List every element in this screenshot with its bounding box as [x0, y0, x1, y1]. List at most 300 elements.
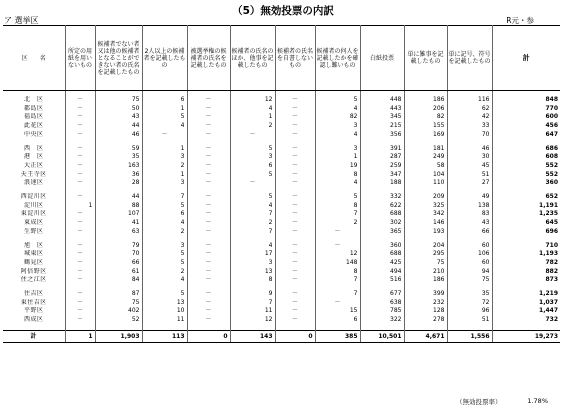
ward-name-cell: 住吉区 — [3, 290, 65, 299]
table-cell: 46 — [95, 131, 142, 140]
table-cell: 75 — [95, 96, 142, 105]
table-cell: 688 — [360, 210, 404, 219]
table-cell: － — [275, 316, 315, 325]
ward-name-cell: 旭 区 — [3, 242, 65, 251]
table-cell: － — [275, 96, 315, 105]
table-cell: － — [187, 131, 230, 140]
table-cell: 33 — [447, 122, 492, 131]
table-cell: 638 — [360, 299, 404, 308]
table-cell: 5 — [142, 259, 187, 268]
total-cell: 19,273 — [492, 330, 560, 342]
col-header: 候補者の氏名を自書しないもの — [275, 26, 315, 91]
ward-name-cell: 西成区 — [3, 316, 65, 325]
table-cell: 785 — [360, 307, 404, 316]
table-cell: 46 — [447, 145, 492, 154]
ward-name-cell: 平野区 — [3, 307, 65, 316]
table-cell: 360 — [360, 242, 404, 251]
col-header: 白紙投票 — [360, 26, 404, 91]
table-cell: 873 — [492, 276, 560, 285]
table-cell: 259 — [360, 162, 404, 171]
table-cell: － — [65, 193, 95, 202]
table-cell: 8 — [315, 268, 360, 277]
header-row — [3, 26, 560, 91]
table-cell: 44 — [95, 193, 142, 202]
table-cell: 52 — [95, 316, 142, 325]
table-cell: － — [187, 96, 230, 105]
ward-name-cell: 東住吉区 — [3, 299, 65, 308]
table-cell: 332 — [360, 193, 404, 202]
table-cell: 4 — [315, 105, 360, 114]
table-cell: 365 — [360, 228, 404, 237]
table-cell: － — [65, 316, 95, 325]
ward-name-cell: 天王寺区 — [3, 171, 65, 180]
table-row — [3, 210, 560, 219]
total-cell: 113 — [142, 330, 187, 342]
table-cell: 345 — [360, 113, 404, 122]
table-cell: － — [187, 228, 230, 237]
table-cell: 1,191 — [492, 202, 560, 211]
table-cell: － — [65, 299, 95, 308]
table-cell: 3 — [315, 122, 360, 131]
table-row — [3, 179, 560, 188]
table-cell: 215 — [360, 122, 404, 131]
table-cell: 50 — [95, 105, 142, 114]
table-cell: 5 — [230, 145, 275, 154]
table-cell: 12 — [230, 316, 275, 325]
table-cell: － — [65, 276, 95, 285]
table-cell: 2 — [230, 122, 275, 131]
table-body — [3, 91, 560, 343]
table-cell: 3 — [142, 153, 187, 162]
table-cell: － — [65, 179, 95, 188]
ward-name-cell: 城東区 — [3, 250, 65, 259]
table-cell: 42 — [447, 113, 492, 122]
table-cell: 110 — [404, 179, 447, 188]
table-row — [3, 193, 560, 202]
table-cell: － — [65, 250, 95, 259]
table-cell: 1,235 — [492, 210, 560, 219]
total-cell: 4,671 — [404, 330, 447, 342]
table-cell: － — [142, 131, 187, 140]
table-cell: － — [187, 290, 230, 299]
table-cell: 11 — [142, 316, 187, 325]
table-cell: 278 — [404, 316, 447, 325]
table-cell: － — [65, 290, 95, 299]
table-cell: － — [187, 316, 230, 325]
unit-label: R元・参 — [506, 16, 534, 25]
table-cell: 6 — [142, 210, 187, 219]
table-cell: － — [187, 276, 230, 285]
table-cell: 28 — [95, 179, 142, 188]
table-cell: 75 — [447, 276, 492, 285]
table-cell: － — [65, 122, 95, 131]
table-cell: 8 — [315, 171, 360, 180]
table-cell: 4 — [230, 105, 275, 114]
table-cell: － — [275, 113, 315, 122]
table-cell: 35 — [95, 153, 142, 162]
table-cell: － — [315, 228, 360, 237]
table-cell: 41 — [95, 219, 142, 228]
ward-name-cell: 阿倍野区 — [3, 268, 65, 277]
table-cell: 148 — [315, 259, 360, 268]
table-cell: － — [65, 242, 95, 251]
table-cell: 7 — [315, 210, 360, 219]
table-cell: 287 — [360, 153, 404, 162]
table-cell: 342 — [404, 210, 447, 219]
table-cell: 169 — [404, 131, 447, 140]
ward-name-cell: 大正区 — [3, 162, 65, 171]
table-cell: － — [275, 307, 315, 316]
table-row — [3, 242, 560, 251]
ward-name-cell: 鶴見区 — [3, 259, 65, 268]
table-cell: 645 — [492, 219, 560, 228]
col-header: 単に記号、符号を記載したもの — [447, 26, 492, 91]
table-cell: 647 — [492, 131, 560, 140]
table-cell: 4 — [315, 131, 360, 140]
table-cell: 51 — [447, 316, 492, 325]
table-cell: 186 — [404, 96, 447, 105]
table-cell: － — [275, 105, 315, 114]
table-cell: － — [275, 162, 315, 171]
table-cell: 7 — [315, 276, 360, 285]
table-cell: － — [65, 219, 95, 228]
table-cell: 4 — [315, 179, 360, 188]
table-cell: － — [275, 202, 315, 211]
total-cell: 10,501 — [360, 330, 404, 342]
table-cell: － — [187, 113, 230, 122]
table-cell: － — [275, 131, 315, 140]
table-cell: 494 — [360, 268, 404, 277]
table-cell: － — [65, 162, 95, 171]
table-cell: 7 — [315, 290, 360, 299]
table-cell: － — [65, 96, 95, 105]
table-cell: 295 — [404, 250, 447, 259]
table-cell: 402 — [95, 307, 142, 316]
col-header: 計 — [492, 26, 560, 91]
table-cell: － — [275, 179, 315, 188]
table-cell: － — [187, 122, 230, 131]
total-cell: 1,903 — [95, 330, 142, 342]
table-cell: 882 — [492, 268, 560, 277]
table-cell: 87 — [95, 290, 142, 299]
table-cell: 88 — [95, 202, 142, 211]
table-cell: 60 — [447, 259, 492, 268]
table-cell: 45 — [447, 162, 492, 171]
table-cell: 7 — [142, 193, 187, 202]
table-row — [3, 113, 560, 122]
table-cell: 128 — [404, 307, 447, 316]
table-cell: 1,193 — [492, 250, 560, 259]
table-cell: 49 — [447, 193, 492, 202]
table-cell: 6 — [230, 162, 275, 171]
table-cell: － — [275, 171, 315, 180]
table-cell: 17 — [230, 250, 275, 259]
table-cell: 5 — [142, 202, 187, 211]
table-cell: 1 — [230, 113, 275, 122]
table-row — [3, 307, 560, 316]
table-cell: － — [275, 145, 315, 154]
table-cell: 1,037 — [492, 299, 560, 308]
table-cell: － — [187, 210, 230, 219]
ward-name-cell: 都島区 — [3, 105, 65, 114]
table-cell: 210 — [404, 268, 447, 277]
table-cell: 27 — [447, 179, 492, 188]
table-cell: 1 — [65, 202, 95, 211]
table-cell: 30 — [447, 153, 492, 162]
col-header: 候補者でない者又は他の候補者となることができない者の氏名を記載したもの — [95, 26, 142, 91]
table-cell: 552 — [492, 171, 560, 180]
table-cell: 399 — [404, 290, 447, 299]
ward-name-cell: 中央区 — [3, 131, 65, 140]
table-cell: 12 — [230, 96, 275, 105]
table-cell: 1,219 — [492, 290, 560, 299]
col-header: 区 名 — [3, 26, 65, 91]
table-cell: 107 — [95, 210, 142, 219]
ward-name-cell: 西淀川区 — [3, 193, 65, 202]
table-cell: 608 — [492, 153, 560, 162]
table-row — [3, 316, 560, 325]
table-cell: 2 — [142, 162, 187, 171]
table-cell: 1 — [142, 171, 187, 180]
table-cell: 58 — [404, 162, 447, 171]
table-cell: 6 — [142, 96, 187, 105]
table-cell: － — [187, 153, 230, 162]
table-cell: － — [65, 171, 95, 180]
table-cell: 7 — [230, 210, 275, 219]
table-cell: － — [275, 210, 315, 219]
table-cell: 6 — [315, 316, 360, 325]
table-cell: 155 — [404, 122, 447, 131]
col-header: 所定の用紙を用いないもの — [65, 26, 95, 91]
table-cell: 96 — [447, 307, 492, 316]
table-cell: － — [65, 210, 95, 219]
table-cell: － — [187, 162, 230, 171]
ward-name-cell: 東成区 — [3, 219, 65, 228]
table-cell: 75 — [404, 259, 447, 268]
table-cell: 62 — [447, 105, 492, 114]
table-cell: － — [65, 307, 95, 316]
table-cell: 5 — [142, 113, 187, 122]
table-cell: 13 — [230, 268, 275, 277]
table-cell: 686 — [492, 145, 560, 154]
table-cell: － — [315, 299, 360, 308]
col-header: 候補者の氏名のほか、他事を記載したもの — [230, 26, 275, 91]
table-cell: 10 — [142, 307, 187, 316]
table-row — [3, 259, 560, 268]
table-cell: 7 — [230, 228, 275, 237]
table-cell: 770 — [492, 105, 560, 114]
ward-name-cell: 北 区 — [3, 96, 65, 105]
table-cell: 82 — [404, 113, 447, 122]
table-row — [3, 299, 560, 308]
total-cell: 1 — [65, 330, 95, 342]
table-cell: 1 — [142, 145, 187, 154]
table-cell: 188 — [360, 179, 404, 188]
total-cell: 0 — [275, 330, 315, 342]
ward-name-cell: 此花区 — [3, 122, 65, 131]
table-row — [3, 171, 560, 180]
table-cell: 325 — [404, 202, 447, 211]
table-row — [3, 145, 560, 154]
table-row — [3, 153, 560, 162]
table-cell: 4 — [142, 276, 187, 285]
table-cell: 70 — [447, 131, 492, 140]
table-cell: 36 — [95, 171, 142, 180]
ward-name-cell: 生野区 — [3, 228, 65, 237]
table-cell: － — [275, 193, 315, 202]
table-cell: 4 — [142, 219, 187, 228]
table-cell: 193 — [404, 228, 447, 237]
table-cell: 72 — [447, 299, 492, 308]
ward-name-cell: 福島区 — [3, 113, 65, 122]
table-cell: 3 — [315, 145, 360, 154]
table-cell: 5 — [142, 250, 187, 259]
table-cell: － — [187, 242, 230, 251]
table-cell: 677 — [360, 290, 404, 299]
table-row — [3, 131, 560, 140]
table-cell: 356 — [360, 131, 404, 140]
col-header: 被選挙権の候補者の氏名を記載したもの — [187, 26, 230, 91]
table-cell: － — [187, 259, 230, 268]
table-cell: 516 — [360, 276, 404, 285]
col-header: 候補者の何人を記載したかを確認し難いもの — [315, 26, 360, 91]
table-cell: 732 — [492, 316, 560, 325]
table-cell: － — [275, 250, 315, 259]
table-cell: － — [65, 268, 95, 277]
table-cell: － — [187, 268, 230, 277]
table-cell: 322 — [360, 316, 404, 325]
table-row — [3, 219, 560, 228]
table-cell: 106 — [447, 250, 492, 259]
table-cell: 75 — [95, 299, 142, 308]
table-cell: 186 — [404, 276, 447, 285]
table-row — [3, 250, 560, 259]
table-cell: － — [65, 228, 95, 237]
table-cell: 181 — [404, 145, 447, 154]
table-cell: － — [275, 153, 315, 162]
table-cell: 3 — [230, 153, 275, 162]
table-cell: 848 — [492, 96, 560, 105]
table-cell: － — [65, 113, 95, 122]
invalid-votes-table — [3, 25, 560, 343]
table-row — [3, 162, 560, 171]
table-cell: 70 — [95, 250, 142, 259]
table-cell: 94 — [447, 268, 492, 277]
table-cell: 8 — [315, 202, 360, 211]
table-cell: 456 — [492, 122, 560, 131]
table-cell: － — [275, 276, 315, 285]
total-label-cell: 計 — [3, 330, 65, 342]
ward-name-cell: 浪速区 — [3, 179, 65, 188]
table-cell: 4 — [142, 122, 187, 131]
table-cell: － — [65, 153, 95, 162]
table-cell: 146 — [404, 219, 447, 228]
table-cell: － — [275, 219, 315, 228]
total-cell: 1,556 — [447, 330, 492, 342]
table-row — [3, 122, 560, 131]
table-cell: 3 — [230, 259, 275, 268]
total-row — [3, 330, 560, 342]
table-cell: 3 — [142, 242, 187, 251]
table-cell: 66 — [95, 259, 142, 268]
table-cell: 8 — [230, 276, 275, 285]
table-row — [3, 276, 560, 285]
table-cell: 4 — [230, 202, 275, 211]
table-cell: 44 — [95, 122, 142, 131]
table-cell: 83 — [447, 210, 492, 219]
total-cell: 143 — [230, 330, 275, 342]
table-cell: 163 — [95, 162, 142, 171]
table-cell: 443 — [360, 105, 404, 114]
table-cell: 782 — [492, 259, 560, 268]
table-cell: 63 — [95, 228, 142, 237]
table-cell: － — [230, 179, 275, 188]
table-cell: 5 — [230, 171, 275, 180]
table-cell: 59 — [95, 145, 142, 154]
table-cell: 82 — [315, 113, 360, 122]
table-cell: 696 — [492, 228, 560, 237]
table-row — [3, 290, 560, 299]
table-cell: 206 — [404, 105, 447, 114]
table-cell: － — [187, 307, 230, 316]
table-cell: 19 — [315, 162, 360, 171]
table-cell: － — [187, 193, 230, 202]
table-cell: 2 — [315, 219, 360, 228]
table-cell: 652 — [492, 193, 560, 202]
table-cell: － — [275, 242, 315, 251]
table-cell: 35 — [447, 290, 492, 299]
table-cell: － — [65, 259, 95, 268]
section-subtitle: ア 選挙区 — [4, 16, 39, 25]
table-cell: 3 — [142, 179, 187, 188]
table-cell: － — [187, 219, 230, 228]
table-cell: 12 — [315, 250, 360, 259]
table-cell: － — [65, 105, 95, 114]
table-cell: － — [187, 250, 230, 259]
page-title: （5）無効投票の内訳 — [232, 5, 334, 17]
ward-name-cell: 港 区 — [3, 153, 65, 162]
table-cell: 84 — [95, 276, 142, 285]
table-cell: 425 — [360, 259, 404, 268]
table-cell: 688 — [360, 250, 404, 259]
table-cell: 209 — [404, 193, 447, 202]
ward-name-cell: 東淀川区 — [3, 210, 65, 219]
table-cell: － — [187, 105, 230, 114]
table-cell: 448 — [360, 96, 404, 105]
table-cell: 13 — [142, 299, 187, 308]
table-cell: 138 — [447, 202, 492, 211]
table-cell: 11 — [230, 307, 275, 316]
table-cell: 60 — [447, 242, 492, 251]
table-cell: － — [187, 202, 230, 211]
table-cell: 66 — [447, 228, 492, 237]
table-row — [3, 105, 560, 114]
table-cell: － — [315, 242, 360, 251]
table-cell: － — [187, 145, 230, 154]
ward-name-cell: 淀川区 — [3, 202, 65, 211]
table-row — [3, 96, 560, 105]
table-cell: 7 — [230, 299, 275, 308]
table-cell: － — [65, 145, 95, 154]
table-cell: 2 — [142, 228, 187, 237]
table-cell: － — [187, 299, 230, 308]
table-cell: 5 — [142, 290, 187, 299]
table-cell: 1 — [315, 153, 360, 162]
table-cell: 15 — [315, 307, 360, 316]
table-cell: － — [275, 259, 315, 268]
table-cell: 1 — [142, 105, 187, 114]
table-cell: 1,447 — [492, 307, 560, 316]
